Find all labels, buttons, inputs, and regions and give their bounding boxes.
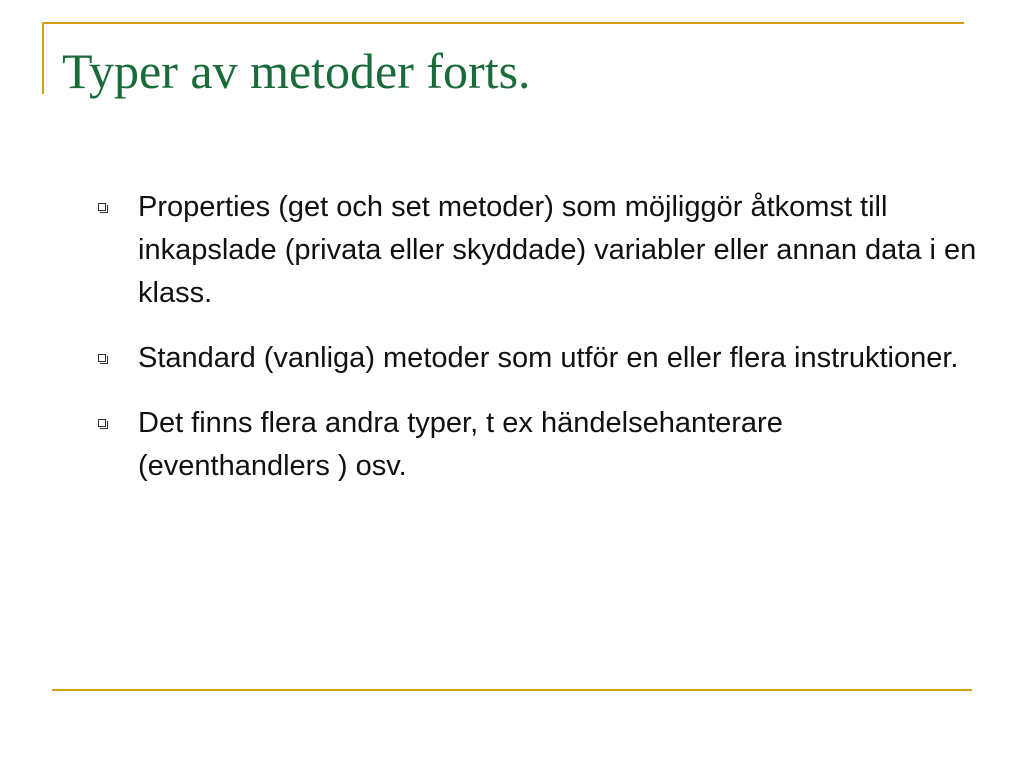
bullet-text: Det finns flera andra typer, t ex händelsehanterare (eventhandlers ) osv. <box>138 407 783 482</box>
bullet-item <box>98 337 978 380</box>
hollow-square-icon <box>98 419 106 427</box>
left-rule <box>42 22 44 94</box>
bullet-text: Standard (vanliga) metoder som utför en eller flera instruktioner. <box>138 342 959 374</box>
top-rule <box>42 22 964 24</box>
bullet-text: Properties (get och set metoder) som möjliggör åtkomst till inkapslade (privata eller skyddade) variabler eller annan data i en klass. <box>138 191 977 309</box>
bullet-item <box>98 402 978 488</box>
slide-title: Typer av metoder forts. <box>62 43 531 99</box>
bottom-rule <box>52 689 972 691</box>
hollow-square-icon <box>98 203 106 211</box>
hollow-square-icon <box>98 354 106 362</box>
bullet-item <box>98 186 978 315</box>
bullet-list <box>98 186 978 510</box>
